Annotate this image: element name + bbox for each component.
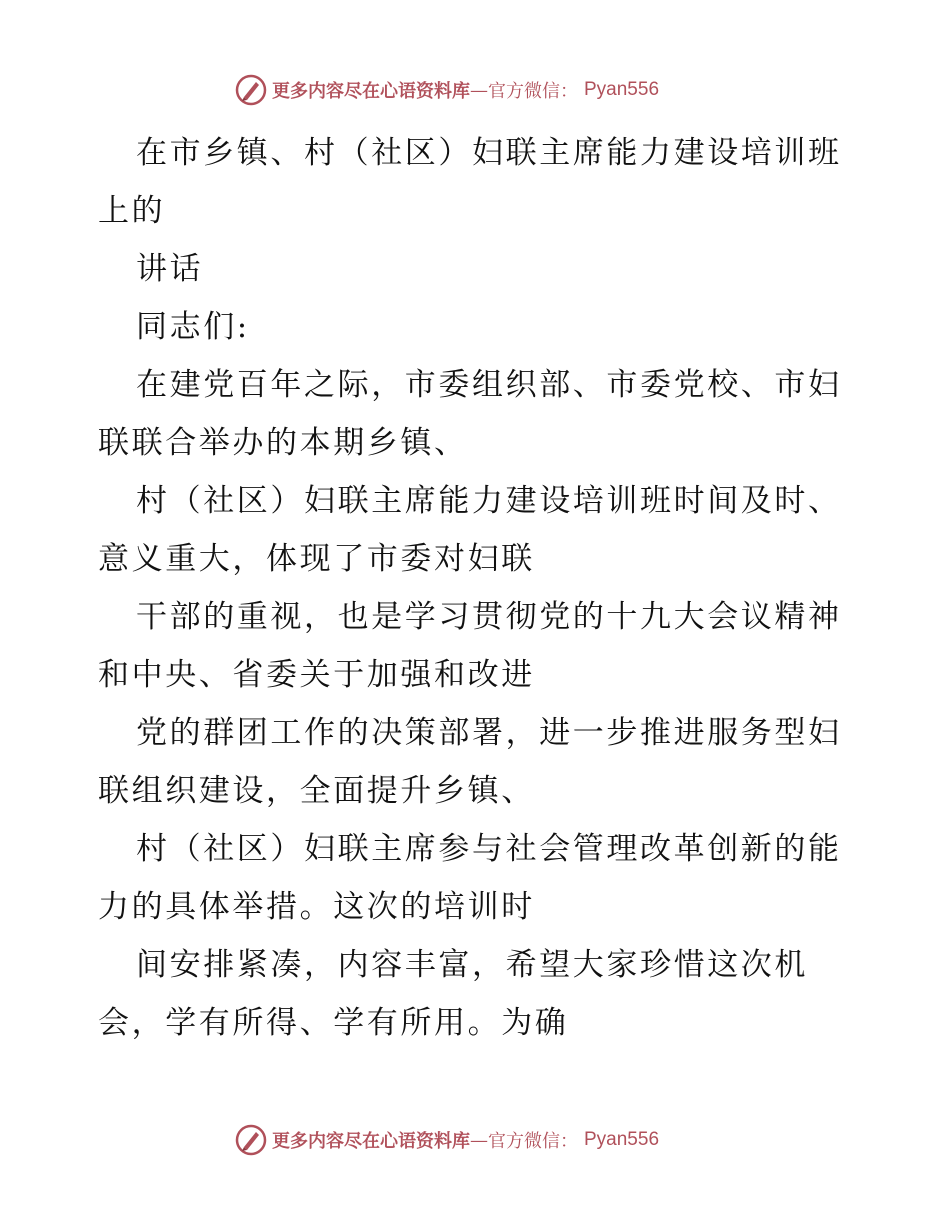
contact-label: 官方微信：	[488, 1131, 578, 1152]
subtitle-paragraph	[98, 240, 858, 298]
paragraph-line: 在建党百年之际，市委组织部、市委党校、市妇	[136, 367, 842, 403]
paragraph-line: 和中央、省委关于加强和改进	[98, 657, 535, 693]
document-body	[98, 124, 858, 1052]
body-paragraph	[98, 936, 858, 1052]
contact-label: 官方微信：	[488, 81, 578, 102]
paragraph-line: 村（社区）妇联主席能力建设培训班时间及时、	[136, 483, 842, 519]
paragraph-line: 会，学有所得、学有所用。为确	[98, 1005, 569, 1041]
body-paragraph	[98, 588, 858, 704]
title-line: 上的	[98, 193, 166, 229]
footer-banner	[234, 1122, 659, 1158]
wechat-id: Pyan556	[584, 79, 660, 100]
greeting	[98, 298, 858, 356]
greeting-line: 同志们:	[136, 309, 250, 345]
pen-nib-icon	[234, 73, 268, 107]
title-line: 在市乡镇、村（社区）妇联主席能力建设培训班	[136, 135, 842, 171]
banner-separator: —	[470, 79, 488, 101]
body-paragraph	[98, 356, 858, 472]
paragraph-line: 党的群团工作的决策部署，进一步推进服务型妇	[136, 715, 842, 751]
brand-name: 更多内容尽在心语资料库	[272, 1131, 470, 1152]
body-paragraph	[98, 704, 858, 820]
pen-nib-icon	[234, 1123, 268, 1157]
banner-separator: —	[470, 1129, 488, 1151]
paragraph-line: 联联合举办的本期乡镇、	[98, 425, 468, 461]
paragraph-line: 意义重大，体现了市委对妇联	[98, 541, 535, 577]
wechat-id: Pyan556	[584, 1129, 660, 1150]
paragraph-line: 干部的重视，也是学习贯彻党的十九大会议精神	[136, 599, 842, 635]
paragraph-line: 力的具体举措。这次的培训时	[98, 889, 535, 925]
title-paragraph	[98, 124, 858, 240]
subtitle-line: 讲话	[136, 251, 204, 287]
paragraph-line: 联组织建设，全面提升乡镇、	[98, 773, 535, 809]
header-banner	[234, 72, 659, 108]
brand-name: 更多内容尽在心语资料库	[272, 81, 470, 102]
paragraph-line: 间安排紧凑，内容丰富，希望大家珍惜这次机	[136, 947, 808, 983]
body-paragraph	[98, 820, 858, 936]
paragraph-line: 村（社区）妇联主席参与社会管理改革创新的能	[136, 831, 842, 867]
body-paragraph	[98, 472, 858, 588]
